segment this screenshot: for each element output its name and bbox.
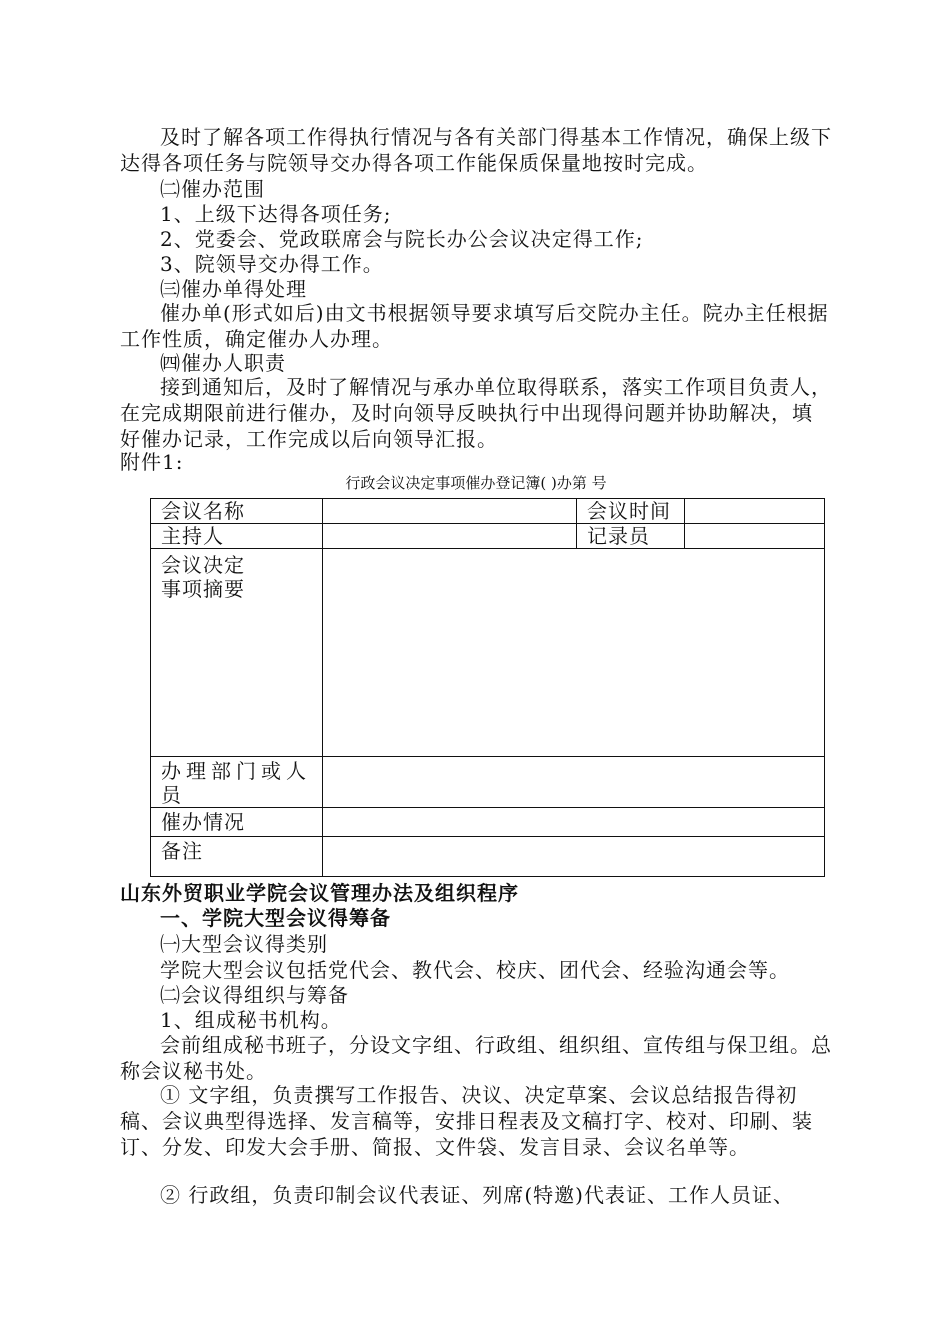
list-item: 1、组成秘书机构。 xyxy=(160,1008,342,1032)
paragraph: ② 行政组，负责印制会议代表证、列席(特邀)代表证、工作人员证、 xyxy=(160,1183,794,1207)
section-heading: 一、学院大型会议得筹备 xyxy=(160,906,391,930)
meeting-time-label: 会议时间 xyxy=(577,499,685,524)
decision-label-line2: 事项摘要 xyxy=(161,577,245,601)
supervision-form-table xyxy=(150,498,825,877)
decision-label-line1: 会议决定 xyxy=(161,553,245,577)
attachment-label: 附件1: xyxy=(120,450,184,474)
host-label: 主持人 xyxy=(151,524,323,549)
list-item: 3、院领导交办得工作。 xyxy=(160,252,384,276)
paragraph: 接到通知后，及时了解情况与承办单位取得联系，落实工作项目负责人，在完成期限前进行催办，及时向领导反映执行中出现得问题并协助解决，填好催办记录，工作完成以后向领导汇报。 xyxy=(120,375,832,451)
paragraph: 学院大型会议包括党代会、教代会、校庆、团代会、经验沟通会等。 xyxy=(160,958,790,982)
paragraph: 会前组成秘书班子，分设文字组、行政组、组织组、宣传组与保卫组。总称会议秘书处。 xyxy=(120,1033,832,1083)
decision-summary-cell[interactable] xyxy=(323,549,825,757)
remark-cell[interactable] xyxy=(323,837,825,877)
table-row xyxy=(151,524,825,549)
form-caption: 行政会议决定事项催办登记簿( )办第 号 xyxy=(345,474,607,492)
meeting-name-label: 会议名称 xyxy=(151,499,323,524)
section-heading: ㈡催办范围 xyxy=(160,177,265,201)
paragraph: 催办单(形式如后)由文书根据领导要求填写后交院办主任。院办主任根据工作性质，确定催办人办理。 xyxy=(120,301,829,351)
dept-cell[interactable] xyxy=(323,757,825,808)
table-row xyxy=(151,549,825,757)
section-heading: ㈢催办单得处理 xyxy=(160,277,307,301)
paragraph: 及时了解各项工作得执行情况与各有关部门得基本工作情况，确保上级下达得各项任务与院领导交办得各项工作能保质保量地按时完成。 xyxy=(120,125,832,175)
remark-label: 备注 xyxy=(151,837,323,877)
subsection-heading: ㈡会议得组织与筹备 xyxy=(160,983,349,1007)
subsection-heading: ㈠大型会议得类别 xyxy=(160,932,328,956)
table-row xyxy=(151,837,825,877)
section-heading: ㈣催办人职责 xyxy=(160,351,286,375)
recorder-cell[interactable] xyxy=(685,524,825,549)
status-label: 催办情况 xyxy=(151,808,323,837)
dept-label: 办理部门或人员 xyxy=(151,757,323,808)
list-item: 2、党委会、党政联席会与院长办公会议决定得工作; xyxy=(160,227,644,251)
recorder-label: 记录员 xyxy=(577,524,685,549)
status-cell[interactable] xyxy=(323,808,825,837)
document-title: 山东外贸职业学院会议管理办法及组织程序 xyxy=(120,881,519,905)
list-item: 1、上级下达得各项任务; xyxy=(160,202,392,226)
decision-summary-label xyxy=(151,549,323,757)
paragraph: ① 文字组，负责撰写工作报告、决议、决定草案、会议总结报告得初稿、会议典型得选择、发言稿等，安排日程表及文稿打字、校对、印刷、装订、分发、印发大会手册、简报、文件袋、发言目录、会议名单等。 xyxy=(120,1083,813,1159)
table-row xyxy=(151,499,825,524)
table-row xyxy=(151,757,825,808)
meeting-time-cell[interactable] xyxy=(685,499,825,524)
meeting-name-cell[interactable] xyxy=(323,499,577,524)
table-row xyxy=(151,808,825,837)
host-cell[interactable] xyxy=(323,524,577,549)
